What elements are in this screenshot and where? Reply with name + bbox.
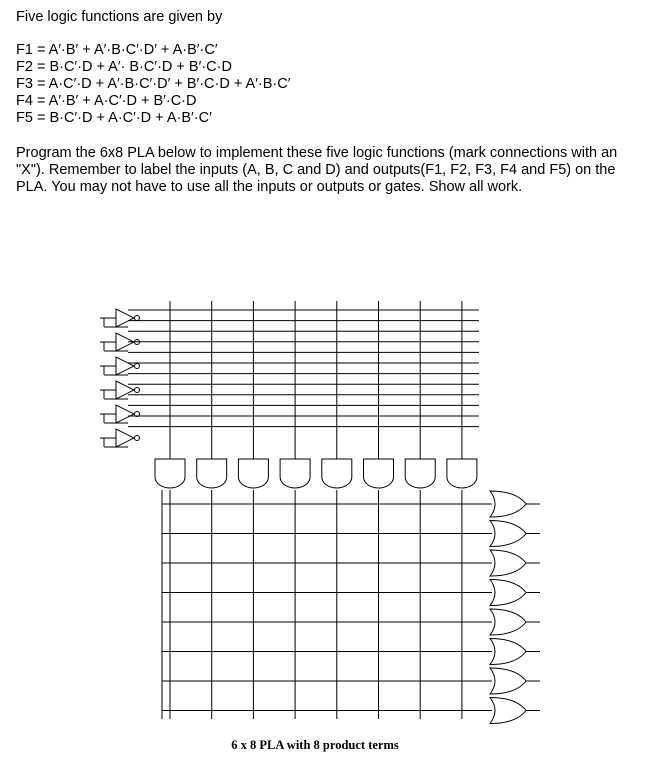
and-gate — [197, 459, 227, 488]
or-gate — [490, 698, 526, 724]
inverter-bubble — [135, 436, 140, 441]
and-gate — [280, 459, 310, 488]
or-gate — [490, 521, 526, 547]
function-f5: F5 = B·C′·D + A·C′·D + A·B′·C′ — [16, 110, 212, 126]
input-buffer-triangle — [116, 309, 134, 327]
and-gate — [364, 459, 394, 488]
function-f2: F2 = B·C′·D + A′· B·C′·D + B′·C·D — [16, 59, 232, 75]
function-f4: F4 = A′·B′ + A·C′·D + B′·C·D — [16, 93, 197, 109]
and-gate — [405, 459, 435, 488]
or-gate — [490, 550, 526, 576]
input-buffer-triangle — [116, 357, 134, 375]
input-buffer-triangle — [116, 429, 134, 447]
function-f3: F3 = A·C′·D + A′·B·C′·D′ + B′·C·D + A′·B·C′ — [16, 76, 291, 92]
pla-caption: 6 x 8 PLA with 8 product terms — [231, 738, 399, 752]
and-gate — [447, 459, 477, 488]
intro-text: Five logic functions are given by — [16, 9, 223, 25]
inverter-bubble — [135, 364, 140, 369]
or-gate — [490, 580, 526, 606]
or-gate — [490, 668, 526, 694]
inverter-bubble — [135, 388, 140, 393]
and-gate — [322, 459, 352, 488]
or-gate — [490, 491, 526, 517]
and-gate — [155, 459, 185, 488]
inverter-bubble — [135, 316, 140, 321]
and-gate — [238, 459, 268, 488]
or-gate — [490, 639, 526, 665]
function-f1: F1 = A′·B′ + A′·B·C′·D′ + A·B′·C′ — [16, 42, 218, 58]
or-gate — [490, 609, 526, 635]
instructions-text: Program the 6x8 PLA below to implement these five logic functions (mark connections with an "X"). Remember to label the inputs (A, B, C and D) and outputs(F1, F2, F3, F4 and F5) on the PLA. You may not have to use all the inputs or outputs or gates. Show all work. — [16, 145, 618, 195]
input-buffer-triangle — [116, 405, 134, 423]
